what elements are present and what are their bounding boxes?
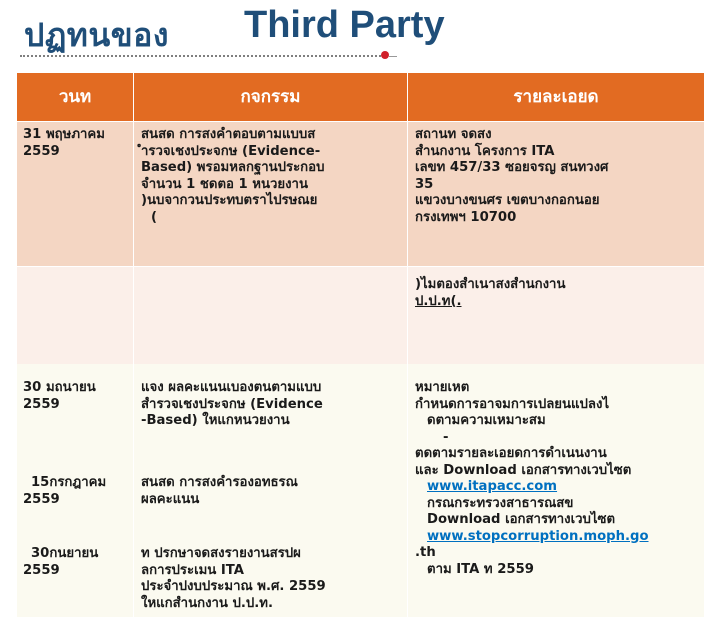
date-line: 30กนยายน [31, 546, 99, 561]
activity-line: -Based) ใหแกหนวยงาน [141, 413, 290, 428]
activity-line: ( [151, 209, 158, 225]
row4-date [17, 465, 134, 532]
date-line: 2559 [23, 143, 60, 159]
activity-line: ท ปรกษาจดสงรายงานสรปผ [141, 546, 301, 561]
page-title-thai: ปฏทนของ [24, 16, 169, 54]
details-line: สถานท จดสง [415, 127, 492, 142]
date-line: 15กรกฎาคม [31, 475, 107, 490]
title-underline-stub [389, 56, 397, 57]
note-line: )ไมตองสำเนาสงสำนกงาน [415, 277, 566, 292]
details-line: สำนกงาน โครงการ ITA [415, 143, 555, 159]
activity-line: ลการประเมน ITA [141, 562, 244, 578]
activity-line: )นบจากวนประทบตราไปรษณย [141, 193, 318, 208]
activity-line: ผลคะแนน [141, 491, 200, 507]
remark-line: .th [415, 545, 436, 560]
row3-activity [134, 364, 408, 465]
remark-line: ตาม ITA ท 2559 [427, 561, 534, 577]
activity-line: จำนวน 1 ชดตอ 1 หนวยงาน [141, 176, 308, 192]
header-date: วนท [17, 73, 134, 122]
activity-line: สำรวจเชงประจกษ (Evidence [141, 396, 323, 412]
table-header-row [17, 73, 705, 122]
remark-line: กำหนดการอาจมการเปลยนแปลงไ [415, 396, 610, 412]
stopcorruption-link[interactable]: www.stopcorruption.moph.go [427, 528, 649, 544]
date-line: 31 พฤษภาคม [23, 127, 105, 142]
remarks-cell [408, 364, 705, 617]
table-row [17, 364, 705, 465]
note-line: ป.ป.ท(. [415, 293, 462, 309]
title-underline-dot [381, 51, 389, 59]
activity-line: ำรวจเชงประจกษ (Evidence- [141, 143, 321, 159]
date-line: 2559 [23, 491, 60, 507]
remark-line: ตดตามรายละเอยดการดำเนนงาน [415, 446, 607, 461]
row2-note [408, 267, 705, 365]
activity-line: ใหแกสำนกงาน ป.ป.ท. [141, 595, 273, 611]
header-activity: กจกรรม [134, 73, 408, 122]
date-line: 30 มถนายน [23, 380, 96, 395]
remark-line: ดตามความเหมาะสม [427, 413, 546, 428]
table-row [17, 267, 705, 365]
table-row [17, 122, 705, 267]
row5-activity [134, 532, 408, 617]
itapacc-link[interactable]: www.itapacc.com [427, 479, 558, 494]
row1-activity [134, 122, 408, 267]
remark-line: และ Download เอกสารทางเวบไซต [415, 462, 632, 478]
date-line: 2559 [23, 396, 60, 412]
row1-date [17, 122, 134, 267]
details-line: เลขท 457/33 ซอยจรญ สนทวงศ [415, 160, 609, 175]
row1-details [408, 122, 705, 267]
remark-line: กรณกระทรวงสาธารณสข [427, 495, 574, 511]
remark-line: - [443, 429, 449, 445]
activity-line: สนสด การสงคำรองอทธรณ [141, 475, 298, 490]
title-underline [20, 55, 385, 57]
row5-date [17, 532, 134, 617]
row4-activity [134, 465, 408, 532]
activity-line: ประจำปงบประมาณ พ.ศ. 2559 [141, 579, 326, 594]
activity-line: แจง ผลคะแนนเบองตนตามแบบ [141, 380, 322, 395]
details-line: แขวงบางขนศร เขตบางกอกนอย [415, 193, 600, 208]
schedule-table [16, 72, 705, 617]
activity-line: สนสด การสงคำตอบตามแบบส [141, 127, 316, 142]
details-line: 35 [415, 176, 434, 192]
activity-line: Based) พรอมหลกฐานประกอบ [141, 160, 325, 175]
remark-line: Download เอกสารทางเวบไซต [427, 512, 616, 527]
remark-line: หมายเหต [415, 380, 470, 395]
date-line: 2559 [23, 562, 60, 578]
header-details: รายละเอยด [408, 73, 705, 122]
page-title-english: Third Party [244, 4, 445, 46]
row2-empty-date [17, 267, 134, 365]
row2-empty-activity [134, 267, 408, 365]
details-line: กรงเทพฯ 10700 [415, 209, 517, 225]
row3-date [17, 364, 134, 465]
